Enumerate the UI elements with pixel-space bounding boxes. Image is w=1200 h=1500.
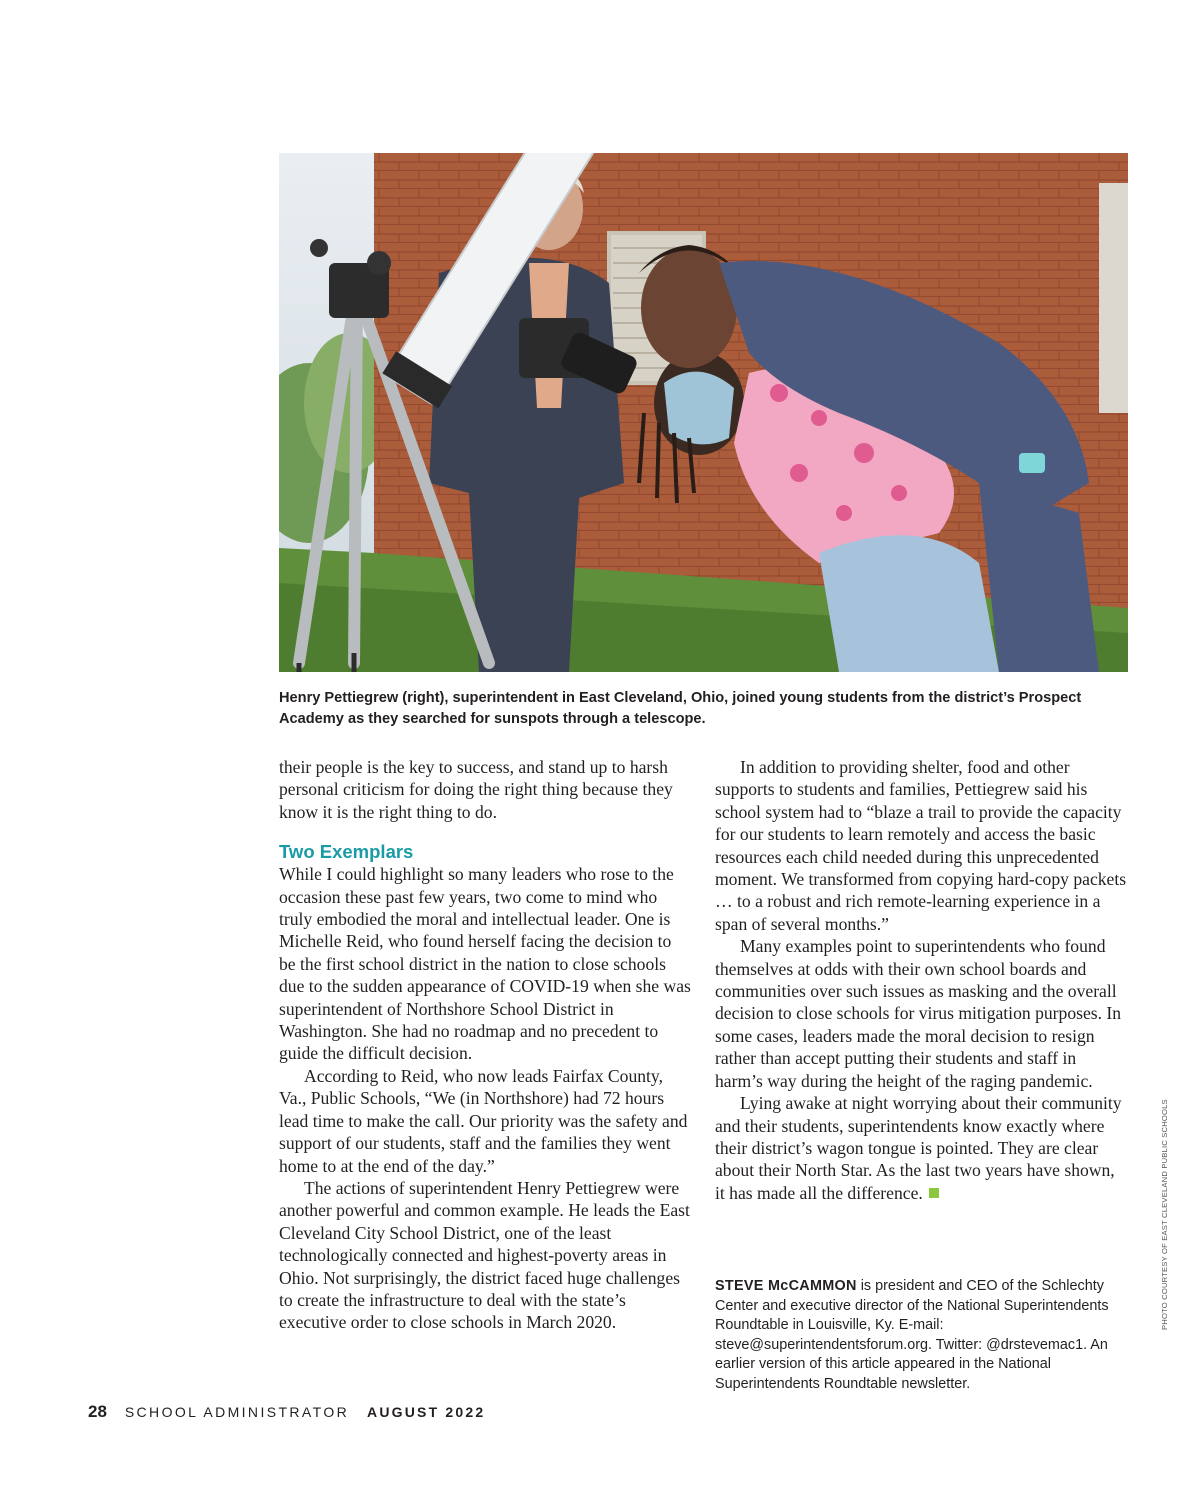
body-paragraph: In addition to providing shelter, food and other supports to students and families, Pettiegrew said his school system had to “blaze a trail to provide the capacity for our students to learn remotely and access the basic resources each child needed during this unprecedented moment. We transformed from copying hard-copy packets … to a robust and rich remote-learning experience in a span of several months.” [715, 757, 1127, 934]
page-number: 28 [88, 1402, 107, 1421]
photo-credit: PHOTO COURTESY OF EAST CLEVELAND PUBLIC SCHOOLS [1160, 1099, 1169, 1330]
author-bio-text: is president and CEO of the Schlechty Center and executive director of the National Superintendents Roundtable in Louisville, Ky. E-mail: steve@superintendentsforum.org. Twitter: @drstevemac1. An earlier version of this article appeared in the National Superintendents Roundtable newsletter. [715, 1278, 1109, 1392]
issue-date: AUGUST 2022 [367, 1404, 486, 1420]
body-paragraph: While I could highlight so many leaders who rose to the occasion these past few years, two come to mind who truly embodied the moral and intellectual leader. One is Michelle Reid, who found herself facing the decision to be the first school district in the nation to close schools due to the sudden appearance of COVID-19 when she was superintendent of Northshore School District in Washington. She had no roadmap and no precedent to guide the difficult decision. [279, 864, 691, 1064]
article-photo [279, 153, 1128, 672]
final-text: Lying awake at night worrying about their community and their students, superintendents know exactly where their district’s wagon tongue is pointed. They are clear about their North Star. As the last two years have shown, it has made all the difference. [715, 1093, 1122, 1203]
body-paragraph: Many examples point to superintendents who found themselves at odds with their own school boards and communities over such issues as masking and the overall decision to close schools for virus mitigation purposes. In some cases, leaders made the moral decision to resign rather than accept putting their students and staff in harm’s way during the height of the raging pandemic. [715, 936, 1122, 1091]
body-paragraph-final [715, 1092, 1127, 1204]
author-bio [715, 1277, 1115, 1395]
section-subhead: Two Exemplars [279, 841, 414, 863]
body-paragraph: The actions of superintendent Henry Pettiegrew were another powerful and common example. He leads the East Cleveland City School District, one of the least technologically connected and highest-poverty areas in Ohio. Not surprisingly, the district faced huge challenges to create the infrastructure to deal with the state’s executive order to close schools in March 2020. [279, 1177, 690, 1333]
magazine-name: SCHOOL ADMINISTRATOR [124, 1404, 350, 1420]
end-of-article-square-icon [929, 1188, 939, 1198]
article-column-left [279, 756, 691, 1334]
photo-caption: Henry Pettiegrew (right), superintendent in East Cleveland, Ohio, joined young students from the district’s Prospect Academy as they searched for sunspots through a telescope. [279, 690, 1082, 727]
author-name: STEVE McCAMMON [715, 1278, 857, 1294]
body-paragraph: According to Reid, who now leads Fairfax County, Va., Public Schools, “We (in Northshore) had 72 hours lead time to make the call. Our priority was the safety and support of our students, staff and the families they went home to at the end of the day.” [279, 1065, 688, 1176]
intro-paragraph: their people is the key to success, and stand up to harsh personal criticism for doing the right thing because they know it is the right thing to do. [279, 757, 673, 822]
article-column-right [715, 756, 1127, 1204]
page-footer [88, 1402, 485, 1422]
telescope-scene-illustration [279, 153, 1128, 672]
